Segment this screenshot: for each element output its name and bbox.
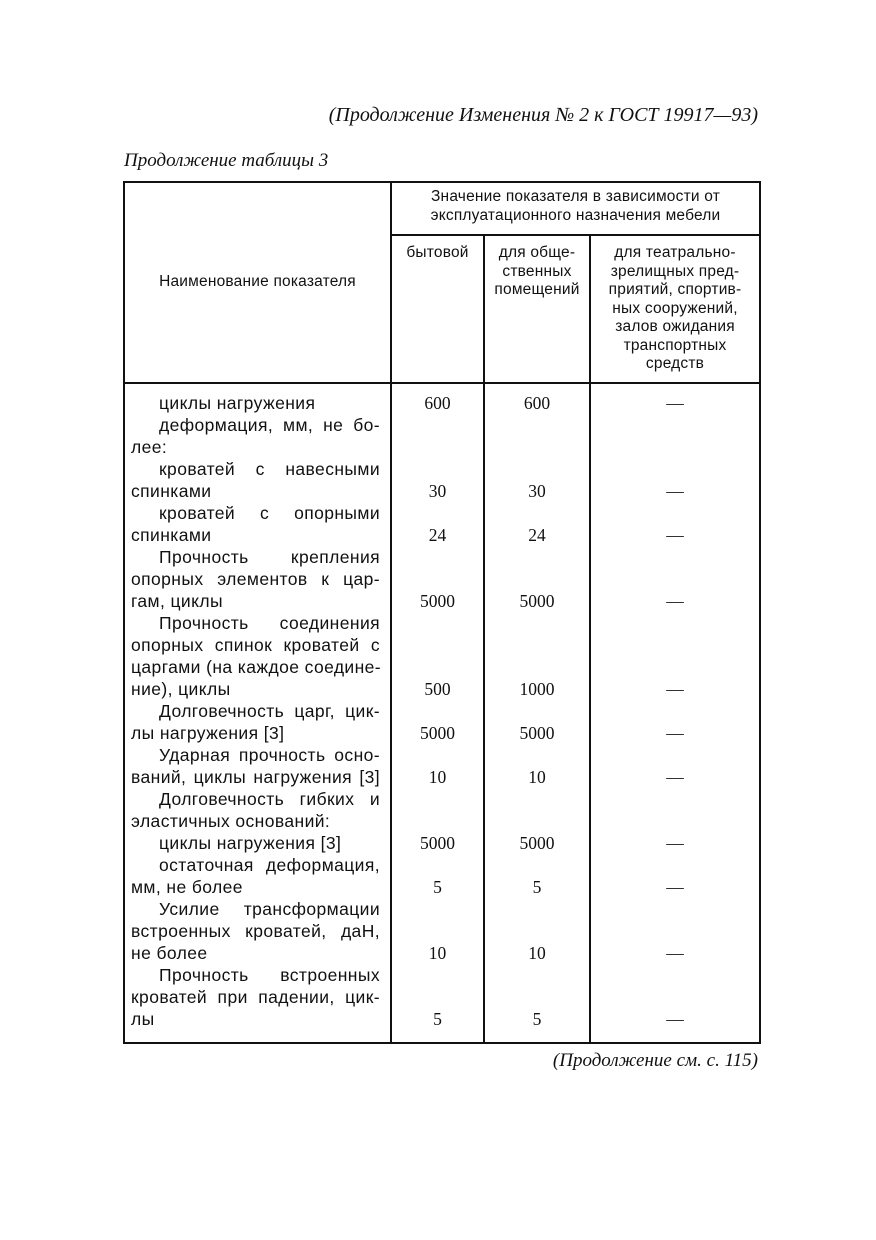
household-value <box>392 986 483 1008</box>
theatrical-value: — <box>666 481 684 501</box>
household-value <box>392 546 483 568</box>
theatrical-values-cell <box>590 383 760 1043</box>
theatrical-header-line: залов ожидания <box>615 318 735 335</box>
value-group-header <box>391 182 760 235</box>
household-value: 5000 <box>420 723 455 743</box>
theatrical-value <box>591 568 759 590</box>
public-premises-header <box>484 235 590 383</box>
theatrical-value: — <box>666 943 684 963</box>
indicator-name-line: гам, циклы <box>131 591 223 611</box>
theatrical-value <box>591 986 759 1008</box>
theatrical-header-line: зрелищных пред- <box>610 262 740 280</box>
public-value <box>485 700 589 722</box>
public-value <box>485 656 589 678</box>
theatrical-value: — <box>666 767 684 787</box>
indicator-name-line: ние), циклы <box>131 679 231 699</box>
household-value: 10 <box>428 767 447 787</box>
indicator-name-line: деформация, мм, не бо- <box>159 415 380 435</box>
theatrical-value <box>591 414 759 436</box>
public-value: 10 <box>528 767 546 787</box>
indicator-name-line: мм, не более <box>131 877 243 897</box>
public-value <box>485 502 589 524</box>
theatrical-value <box>591 920 759 942</box>
theatrical-value <box>591 854 759 876</box>
public-header-line: помещений <box>494 281 580 298</box>
indicator-name-line: Прочность встроенных <box>159 965 380 985</box>
public-value: 5000 <box>519 723 555 743</box>
theatrical-value: — <box>666 833 684 853</box>
theatrical-header <box>590 235 760 383</box>
public-value: 600 <box>523 393 551 413</box>
theatrical-header-line: ных сооружений, <box>612 299 738 317</box>
table-caption: Продолжение таблицы 3 <box>124 150 329 171</box>
indicator-table <box>123 181 761 1044</box>
continuation-footer: (Продолжение см. с. 115) <box>552 1050 758 1071</box>
theatrical-value: — <box>666 591 684 611</box>
household-value: 5 <box>433 1009 442 1029</box>
household-value <box>392 414 483 436</box>
table-body-row <box>124 383 760 1043</box>
theatrical-value: — <box>666 723 684 743</box>
indicator-name-line: кроватей при падении, цик- <box>131 987 380 1007</box>
header-row-top <box>124 182 760 235</box>
public-value <box>485 788 589 810</box>
household-value <box>392 458 483 480</box>
indicator-name-line: кроватей с опорными <box>159 503 380 523</box>
household-value: 30 <box>428 481 447 501</box>
household-value <box>392 436 483 458</box>
household-value <box>392 634 483 656</box>
indicator-name-line: остаточная деформация, <box>159 855 380 875</box>
indicator-names-cell <box>124 383 391 1043</box>
continuation-header: (Продолжение Изменения № 2 к ГОСТ 19917—93) <box>328 104 758 126</box>
public-value <box>485 964 589 986</box>
household-value <box>392 810 483 832</box>
indicator-name-line: эластичных оснований: <box>131 811 331 831</box>
public-value <box>485 920 589 942</box>
household-header <box>391 235 484 383</box>
household-values-cell <box>391 383 484 1043</box>
indicator-name-line: Усилие трансформации <box>159 899 380 919</box>
public-value <box>485 854 589 876</box>
public-value <box>485 898 589 920</box>
theatrical-value <box>591 502 759 524</box>
theatrical-value <box>591 458 759 480</box>
public-value <box>485 810 589 832</box>
theatrical-value <box>591 810 759 832</box>
indicator-name-line: Долговечность царг, цик- <box>159 701 380 721</box>
theatrical-value <box>591 700 759 722</box>
theatrical-value: — <box>666 679 684 699</box>
household-value: 5000 <box>420 833 455 853</box>
theatrical-value <box>591 612 759 634</box>
household-value <box>392 568 483 590</box>
public-header-line: для обще- <box>498 244 576 261</box>
theatrical-value <box>591 788 759 810</box>
indicator-name-line: Долговечность гибких и <box>159 789 380 809</box>
indicator-name-line: опорных спинок кроватей с <box>131 635 380 655</box>
household-value: 10 <box>428 943 447 963</box>
household-value: 24 <box>428 525 447 545</box>
indicator-name-line: Ударная прочность осно- <box>159 745 380 765</box>
public-header-line: ственных <box>502 262 572 280</box>
indicator-name-line: ваний, циклы нагружения [3] <box>131 767 380 787</box>
indicator-name-line: царгами (на каждое соедине- <box>131 657 382 677</box>
theatrical-value: — <box>666 1009 684 1029</box>
public-value <box>485 414 589 436</box>
household-value <box>392 656 483 678</box>
public-value <box>485 458 589 480</box>
indicator-name-line: кроватей с навесными <box>159 459 380 479</box>
indicator-name-line: опорных элементов к цар- <box>131 569 380 589</box>
theatrical-value <box>591 656 759 678</box>
public-value <box>485 568 589 590</box>
public-value: 5 <box>532 1009 542 1029</box>
household-value <box>392 854 483 876</box>
indicator-name-line: спинками <box>131 525 212 545</box>
household-value <box>392 700 483 722</box>
public-values-cell <box>484 383 590 1043</box>
public-value <box>485 612 589 634</box>
household-value <box>392 612 483 634</box>
theatrical-value: — <box>666 877 684 897</box>
value-group-header-line: эксплуатационного назначения мебели <box>430 206 721 224</box>
indicator-name-line: лы <box>131 1009 155 1029</box>
household-value <box>392 964 483 986</box>
public-value: 5000 <box>519 833 555 853</box>
public-value: 5 <box>532 877 542 897</box>
public-value <box>485 986 589 1008</box>
indicator-name-line: Прочность соединения <box>159 613 380 633</box>
theatrical-value <box>591 546 759 568</box>
value-group-header-line: Значение показателя в зависимости от <box>431 188 721 205</box>
household-header-line: бытовой <box>406 244 469 261</box>
indicator-name-line: встроенных кроватей, даН, <box>131 921 380 941</box>
theatrical-header-line: средств <box>645 355 705 372</box>
indicator-name-line: лы нагружения [3] <box>131 723 285 743</box>
indicator-name-line: лее: <box>131 437 168 457</box>
indicator-name-line: Прочность крепления <box>159 547 380 567</box>
public-value <box>485 436 589 458</box>
theatrical-value <box>591 634 759 656</box>
household-value: 600 <box>424 393 451 413</box>
theatrical-value <box>591 898 759 920</box>
public-value <box>485 744 589 766</box>
public-value: 24 <box>528 525 546 545</box>
theatrical-value <box>591 436 759 458</box>
public-value: 1000 <box>519 679 555 699</box>
theatrical-value: — <box>666 525 684 545</box>
theatrical-header-line: транспортных <box>623 336 727 354</box>
indicator-name-header: Наименование показателя <box>124 182 391 383</box>
household-value: 500 <box>424 679 451 699</box>
indicator-name-line: не более <box>131 943 208 963</box>
indicator-name-line: циклы нагружения [3] <box>159 833 342 853</box>
theatrical-header-line: для театрально- <box>614 244 736 261</box>
theatrical-value <box>591 964 759 986</box>
public-value: 30 <box>528 481 546 501</box>
household-value <box>392 502 483 524</box>
theatrical-header-line: приятий, спортив- <box>608 281 742 298</box>
household-value <box>392 788 483 810</box>
public-value <box>485 546 589 568</box>
household-value <box>392 744 483 766</box>
public-value: 10 <box>528 943 546 963</box>
indicator-name-line: спинками <box>131 481 212 501</box>
theatrical-value: — <box>666 393 684 413</box>
theatrical-value <box>591 744 759 766</box>
household-value <box>392 898 483 920</box>
household-value: 5 <box>433 877 442 897</box>
household-value: 5000 <box>420 591 455 611</box>
public-value <box>485 634 589 656</box>
public-value: 5000 <box>519 591 555 611</box>
indicator-name-line: циклы нагружения <box>159 393 316 413</box>
household-value <box>392 920 483 942</box>
